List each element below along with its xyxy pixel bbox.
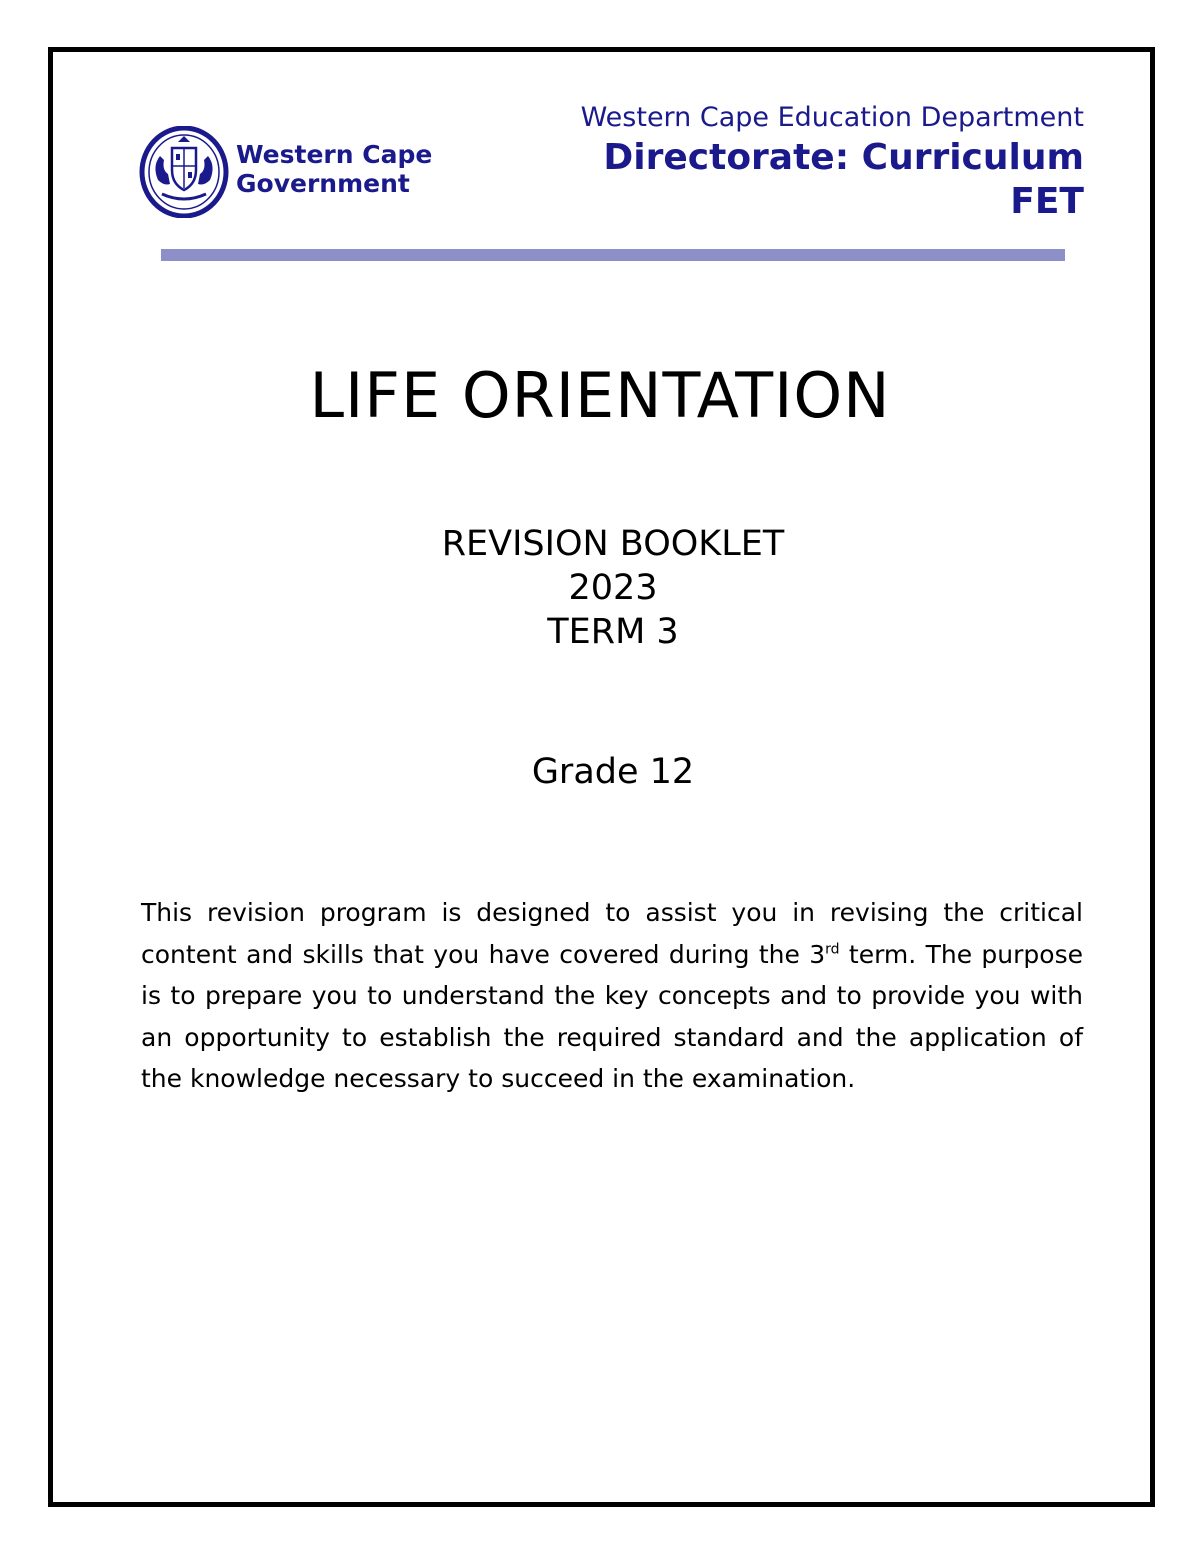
department-name: Western Cape Education Department [580,102,1084,133]
header-divider [161,249,1065,261]
coat-of-arms-icon [138,126,230,218]
grade-label: Grade 12 [531,752,695,792]
intro-paragraph [141,892,1083,1100]
booklet-year: 2023 [568,568,658,608]
booklet-info [0,522,1200,654]
department-header [581,100,1084,224]
western-cape-government-logo [138,126,458,218]
logo-wordmark [236,140,432,198]
logo-line-2: Government [236,169,410,198]
booklet-term: TERM 3 [547,612,679,652]
booklet-label: REVISION BOOKLET [441,524,785,564]
intro-text-start: This revision program is designed to assist you in revising the critical content and skills that you have covered during the 3 [141,898,1083,969]
intro-text-end: term. The purpose is to prepare you to understand the key concepts and to provide you with an opportunity to establish the required standard and the application of the knowledge necessary to succeed in the examination. [141,939,1083,1093]
logo-line-1: Western Cape [236,140,433,169]
page-title: LIFE ORIENTATION [309,359,891,432]
unit-name: FET [1010,181,1084,222]
ordinal-suffix: rd [825,941,840,958]
directorate-name: Directorate: Curriculum [603,137,1084,178]
